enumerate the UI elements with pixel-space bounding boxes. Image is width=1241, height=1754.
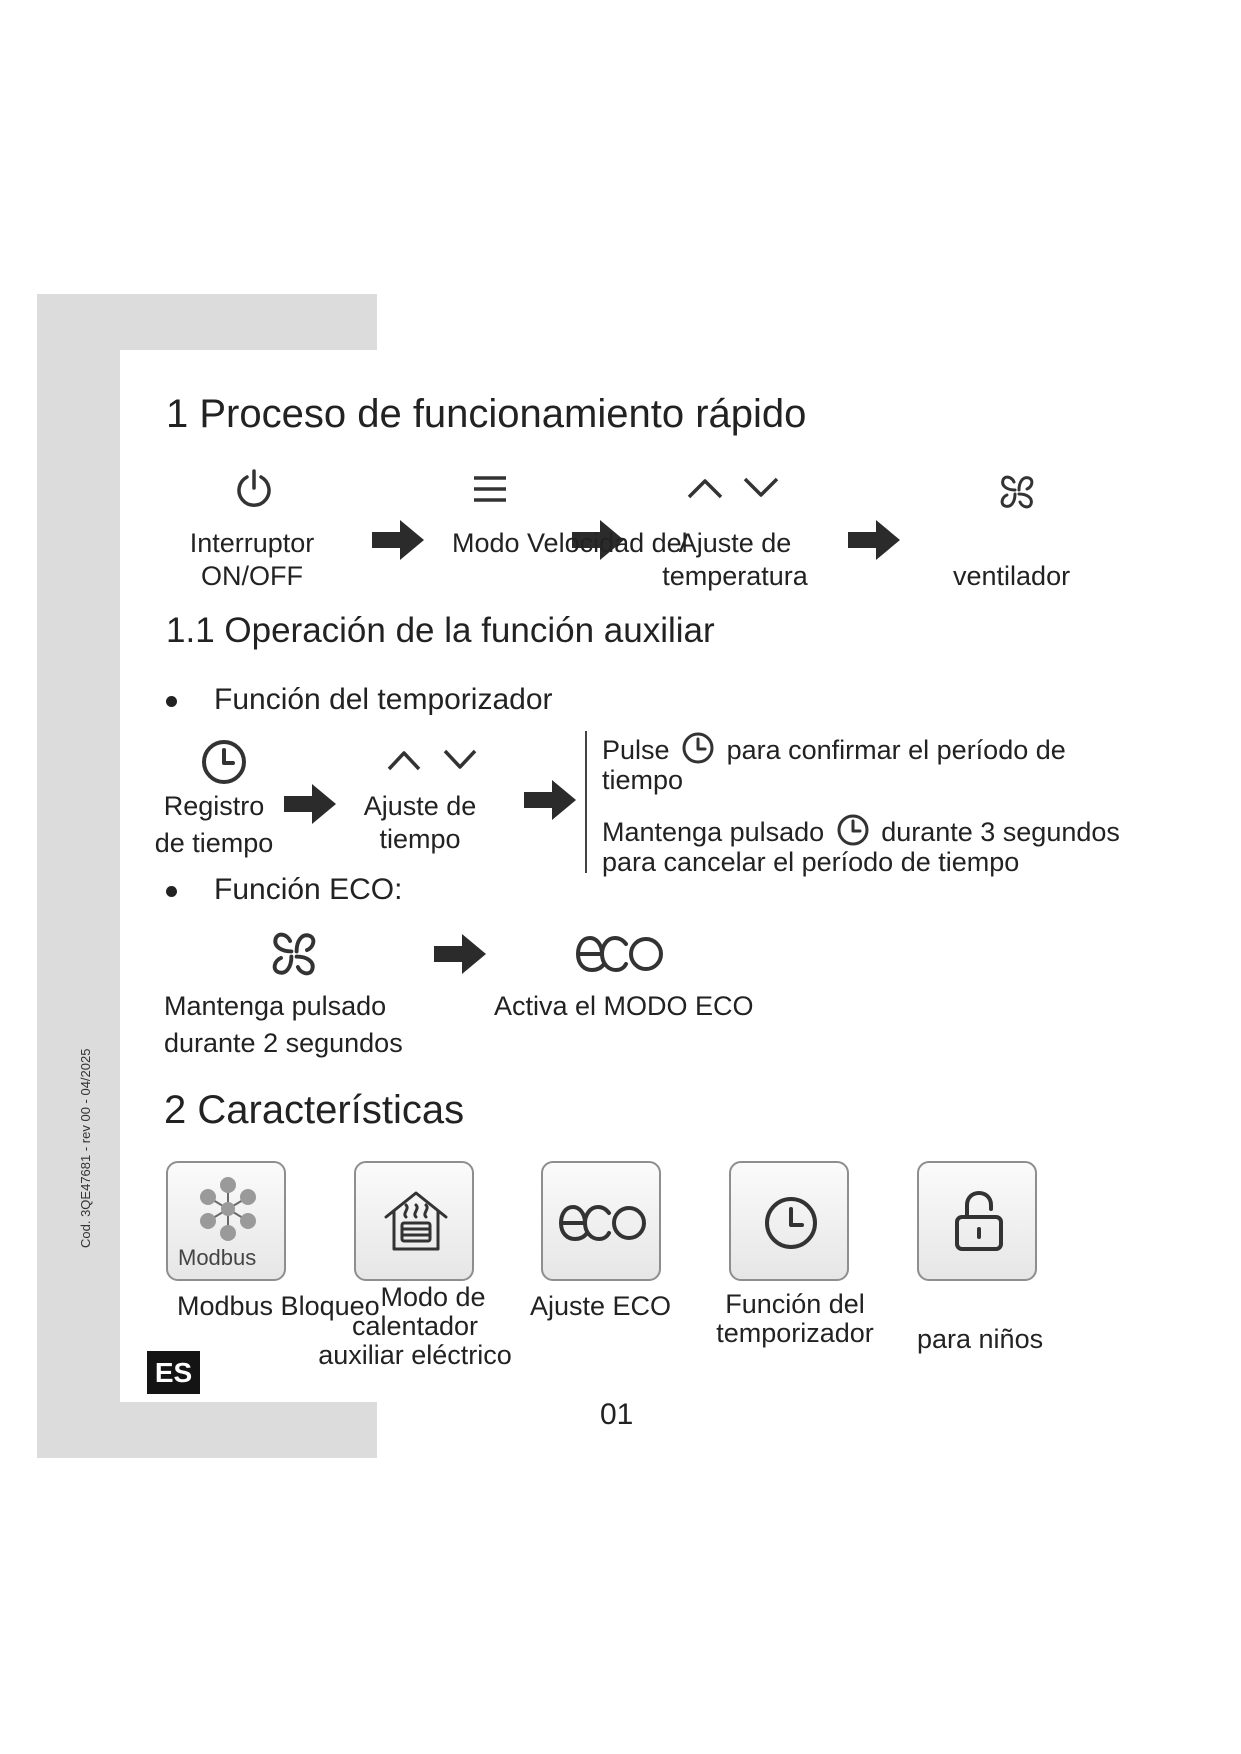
feature-modbus-label: Modbus Bloqueo xyxy=(177,1291,380,1321)
feature-heater-line2: calentador xyxy=(351,1311,479,1341)
chevron-up-icon xyxy=(386,748,422,772)
feature-tile-timer xyxy=(729,1161,849,1281)
power-icon xyxy=(234,468,274,510)
timer-note-pulse: Pulse xyxy=(602,735,670,765)
fan-icon xyxy=(268,928,320,980)
timer-note-confirm xyxy=(602,731,1066,767)
section-1-title: 1 Proceso de funcionamiento rápido xyxy=(166,392,807,436)
clock-icon xyxy=(836,813,870,847)
document-code: Cod. 3QE47681 - rev 00 - 04/2025 xyxy=(78,1048,93,1248)
timer-step2-line1: Ajuste de xyxy=(363,791,477,821)
feature-tile-modbus xyxy=(166,1161,286,1281)
arrow-right-icon xyxy=(372,520,424,560)
step-speed-label: Modo Velocidad del xyxy=(452,528,688,558)
eco-step1-label xyxy=(164,990,403,1060)
page-number: 01 xyxy=(600,1398,634,1431)
timer-note-hold: Mantenga pulsado xyxy=(602,817,825,847)
feature-eco-label: Ajuste ECO xyxy=(530,1291,672,1321)
arrow-right-icon xyxy=(434,934,486,974)
timer-note-cancel xyxy=(602,813,1120,849)
eco-icon xyxy=(574,932,666,976)
feature-heater-line3: auxiliar eléctrico xyxy=(318,1340,512,1370)
arrow-right-icon xyxy=(848,520,900,560)
eco-icon xyxy=(557,1201,649,1245)
arrow-right-icon xyxy=(284,784,336,824)
eco-heading: Función ECO: xyxy=(214,873,403,906)
feature-heater-label xyxy=(300,1283,530,1370)
bullet xyxy=(166,696,177,707)
arrow-right-icon xyxy=(524,780,576,820)
timer-note-confirm-line2: tiempo xyxy=(602,765,684,795)
menu-icon xyxy=(472,474,508,504)
step-fan-label: ventilador xyxy=(953,561,1071,591)
timer-step1-label xyxy=(144,790,284,860)
step-temp-label xyxy=(640,527,830,593)
timer-heading: Función del temporizador xyxy=(214,683,553,716)
chevron-down-icon xyxy=(742,476,780,500)
bullet xyxy=(166,886,177,897)
timer-step2-line2: tiempo xyxy=(379,824,461,854)
feature-lock-label: para niños xyxy=(917,1324,1044,1354)
step-onoff-label xyxy=(150,527,354,593)
feature-tile-eco xyxy=(541,1161,661,1281)
step-temp-line1: Ajuste de xyxy=(678,528,792,558)
timer-note-duration: durante 3 segundos xyxy=(881,817,1120,847)
clock-icon xyxy=(763,1195,819,1251)
feature-tile-lock xyxy=(917,1161,1037,1281)
language-badge: ES xyxy=(147,1351,200,1394)
fan-icon xyxy=(997,472,1037,512)
timer-step1-line1: Registro xyxy=(163,791,265,821)
eco-step1-line2: durante 2 segundos xyxy=(164,1028,403,1058)
timer-note-cancel-line2: para cancelar el período de tiempo xyxy=(602,847,1020,877)
section-1-1-title: 1.1 Operación de la función auxiliar xyxy=(166,611,715,650)
timer-note-confirm-text: para confirmar el período de xyxy=(726,735,1066,765)
heater-icon xyxy=(382,1187,450,1255)
clock-icon xyxy=(681,731,715,765)
section-2-title: 2 Características xyxy=(164,1088,465,1132)
clock-icon xyxy=(200,738,248,786)
chevron-down-icon xyxy=(442,748,478,772)
divider xyxy=(585,731,587,873)
feature-timer-line1: Función del xyxy=(725,1289,865,1319)
step-onoff-line1: Interruptor xyxy=(189,528,315,558)
feature-tile-heater xyxy=(354,1161,474,1281)
modbus-tile-text: Modbus xyxy=(178,1245,257,1270)
feature-timer-line2: temporizador xyxy=(716,1318,874,1348)
step-temp-line2: temperatura xyxy=(662,561,808,591)
chevron-up-icon xyxy=(686,476,724,500)
lock-icon xyxy=(953,1189,1005,1253)
eco-step1-line1: Mantenga pulsado xyxy=(164,991,387,1021)
modbus-icon xyxy=(194,1175,262,1243)
feature-heater-line1: Modo de xyxy=(380,1282,486,1312)
timer-step1-line2: de tiempo xyxy=(154,828,274,858)
feature-timer-label xyxy=(700,1290,890,1348)
eco-step2-label: Activa el MODO ECO xyxy=(494,991,754,1021)
step-onoff-line2: ON/OFF xyxy=(201,561,303,591)
timer-step2-label xyxy=(350,790,490,856)
